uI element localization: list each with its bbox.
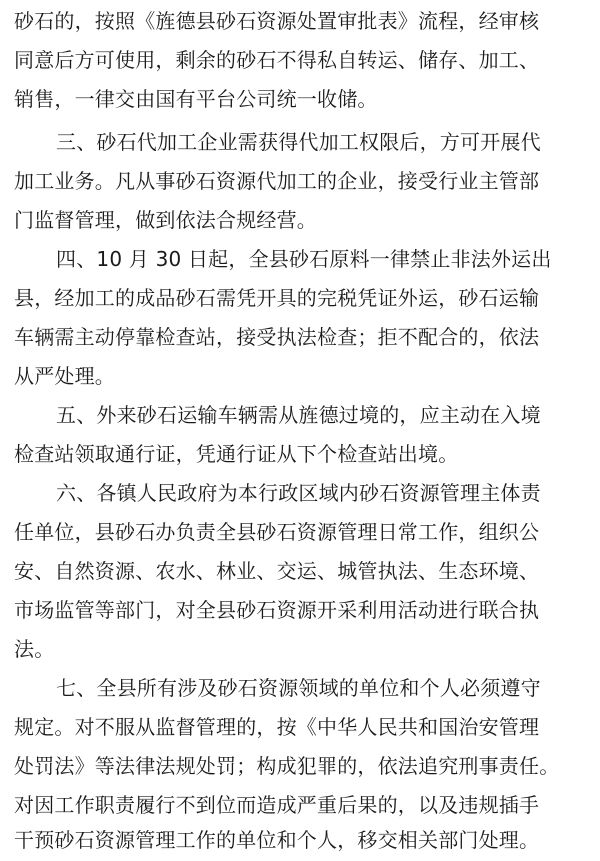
- text-line: 安、自然资源、农水、林业、交运、城管执法、生态环境、: [14, 559, 540, 583]
- paragraph-four-start: 四、10 月 30 日起，全县砂石原料一律禁止非法外运出: [56, 247, 552, 271]
- paragraph-five-start: 五、外来砂石运输车辆需从旌德过境的，应主动在入境: [56, 403, 541, 427]
- text-line: 法。: [14, 637, 55, 661]
- text-line: 加工业务。凡从事砂石资源代加工的企业，接受行业主管部: [14, 169, 540, 193]
- text-line: 干预砂石资源管理工作的单位和个人，移交相关部门处理。: [14, 828, 540, 852]
- text-line: 规定。对不服从监督管理的，按《中华人民共和国治安管理: [14, 715, 540, 739]
- text-line: 县，经加工的成品砂石需凭开具的完税凭证外运，砂石运输: [14, 286, 540, 310]
- paragraph-six-start: 六、各镇人民政府为本行政区域内砂石资源管理主体责: [56, 481, 541, 505]
- text-line: 从严处理。: [14, 364, 115, 388]
- text-line: 对因工作职责履行不到位而造成严重后果的，以及违规插手: [14, 793, 540, 817]
- text-line: 同意后方可使用，剩余的砂石不得私自转运、储存、加工、: [14, 48, 540, 72]
- text-line: 砂石的，按照《旌德县砂石资源处置审批表》流程，经审核: [14, 9, 540, 33]
- paragraph-seven-start: 七、全县所有涉及砂石资源领域的单位和个人必须遵守: [56, 676, 541, 700]
- text-line: 门监督管理，做到依法合规经营。: [14, 208, 317, 232]
- text-line: 销售，一律交由国有平台公司统一收储。: [14, 87, 378, 111]
- paragraph-three-start: 三、砂石代加工企业需获得代加工权限后，方可开展代: [56, 130, 541, 154]
- text-line: 市场监管等部门，对全县砂石资源开采利用活动进行联合执: [14, 598, 540, 622]
- text-line: 任单位，县砂石办负责全县砂石资源管理日常工作，组织公: [14, 520, 540, 544]
- text-line: 检查站领取通行证，凭通行证从下个检查站出境。: [14, 442, 459, 466]
- text-line: 车辆需主动停靠检查站，接受执法检查；拒不配合的，依法: [14, 325, 540, 349]
- text-line: 处罚法》等法律法规处罚；构成犯罪的，依法追究刑事责任。: [14, 754, 560, 778]
